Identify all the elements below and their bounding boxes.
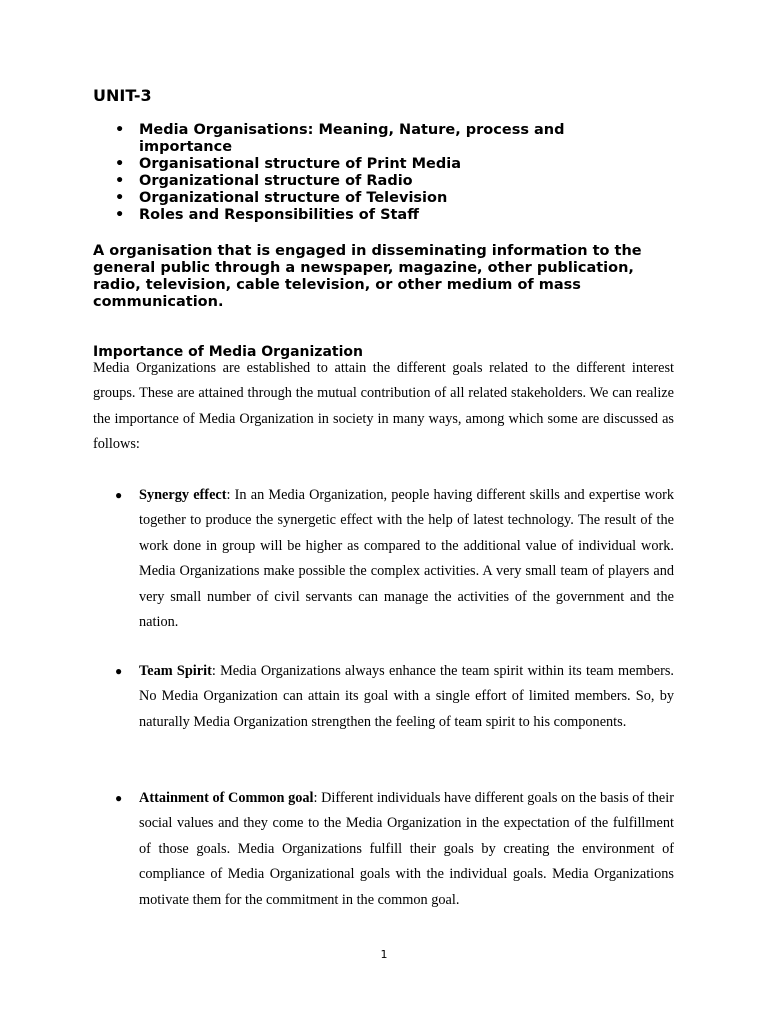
point-paragraph: [139, 659, 674, 735]
point-common-goal: [115, 786, 675, 913]
topic-item: • Organizational structure of Television: [93, 190, 653, 207]
point-text: : Media Organizations always enhance the team spirit within its team members. No Media Organization can attain its goal with a single effort of limited members. So, by naturally Media Organization strengthen the feeling of team spirit to his components.: [139, 663, 675, 730]
bullet-icon: ●: [115, 488, 123, 502]
page-number: 1: [380, 948, 388, 961]
definition-paragraph: A organisation that is engaged in disseminating information to the general public through a newspaper, magazine, other publication, radio, television, cable television, or other medium of mass communication.: [93, 243, 642, 310]
topic-list: [93, 122, 653, 224]
point-term: Synergy effect: [139, 487, 227, 503]
topic-item: • Organisational structure of Print Media: [93, 156, 653, 173]
point-team-spirit: [115, 659, 675, 735]
section-heading: Importance of Media Organization: [93, 344, 363, 360]
point-term: Attainment of Common goal: [139, 790, 314, 806]
point-synergy-effect: [115, 483, 674, 635]
point-text: : In an Media Organization, people having different skills and expertise work together to produce the synergetic effect with the help of latest technology. The result of the work done in group will be higher as compared to the additional value of individual work. Media Organizations make possible the complex activities. A very small team of players and very small number of civil servants can manage the activities of the government and the nation.: [139, 487, 674, 631]
topic-item: • Media Organisations: Meaning, Nature, process and importance: [93, 122, 653, 156]
point-paragraph: [139, 483, 674, 635]
bullet-icon: ●: [115, 664, 123, 678]
point-text: : Different individuals have different goals on the basis of their social values and they come to the Media Organization in the expectation of the fulfillment of those goals. Media Organizations fulfill their goals by creating the environment of compliance of Media Organizational goals with the individual goals. Media Organizations motivate them for the commitment in the common goal.: [139, 790, 675, 908]
topic-item: • Organizational structure of Radio: [93, 173, 653, 190]
point-paragraph: [139, 786, 674, 913]
intro-paragraph: Media Organizations are established to attain the different goals related to the different interest groups. These are attained through the mutual contribution of all related stakeholders. We can realize the importance of Media Organization in society in many ways, among which some are discussed as follows:: [93, 360, 674, 453]
point-term: Team Spirit: [139, 663, 212, 679]
bullet-icon: ●: [115, 791, 123, 805]
unit-title: UNIT-3: [93, 86, 152, 105]
topic-item: • Roles and Responsibilities of Staff: [93, 207, 653, 224]
